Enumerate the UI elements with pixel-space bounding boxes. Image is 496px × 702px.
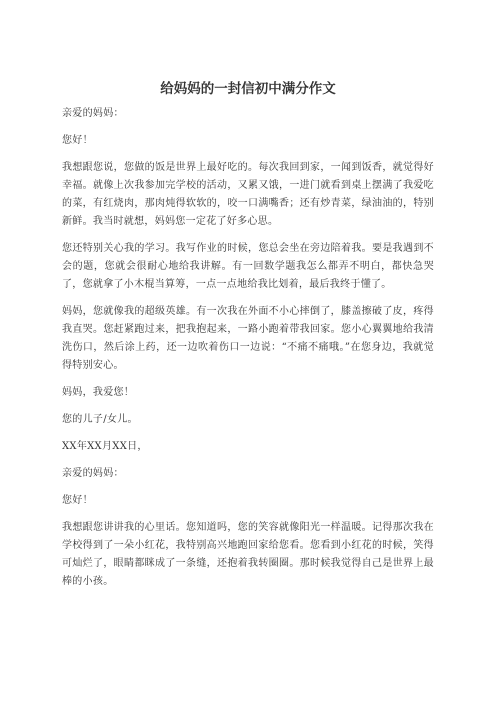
date-line: XX年XX月XX日， [62, 441, 148, 452]
signature: 您的儿子/女儿。 [62, 414, 138, 425]
body-paragraph: 您还特别关心我的学习。我写作业的时候，您总会坐在旁边陪着我。要是我遇到不会的题，您就会很耐心地给我讲解。有一回数学题我怎么都弄不明白，都快急哭了，您就拿了小木棍当算筹，一点一点地给我比划着，最后我终于懂了。 [62, 243, 434, 290]
salutation: 亲爱的妈妈： [62, 108, 124, 119]
body-paragraph: 我想跟您说，您做的饭是世界上最好吃的。每次我回到家，一闻到饭香，就觉得好幸福。就像上次我参加完学校的活动，又累又饿，一进门就看到桌上摆满了我爱吃的菜，有红烧肉，那肉炖得软软的，咬一口满嘴香；还有炒青菜，绿油油的，特别新鲜。我当时就想，妈妈您一定花了好多心思。 [62, 162, 434, 227]
salutation: 亲爱的妈妈： [62, 468, 124, 479]
greeting: 您好！ [62, 495, 93, 506]
body-paragraph: 妈妈，您就像我的超级英雄。有一次我在外面不小心摔倒了，膝盖擦破了皮，疼得我直哭。您赶紧跑过来，把我抱起来，一路小跑着带我回家。您小心翼翼地给我清洗伤口，然后涂上药，还一边吹着伤口一边说：“不痛不痛哦。”在您身边，我就觉得特别安心。 [62, 306, 434, 371]
body-paragraph: 我想跟您讲讲我的心里话。您知道吗，您的笑容就像阳光一样温暖。记得那次我在学校得到了一朵小红花，我特别高兴地跑回家给您看。您看到小红花的时候，笑得可灿烂了，眼睛都眯成了一条缝，还抱着我转圈圈。那时候我觉得自己是世界上最棒的小孩。 [62, 522, 434, 587]
greeting: 您好！ [62, 135, 93, 146]
closing-line: 妈妈，我爱您！ [62, 387, 135, 398]
document-title: 给妈妈的一封信初中满分作文 [160, 81, 336, 97]
